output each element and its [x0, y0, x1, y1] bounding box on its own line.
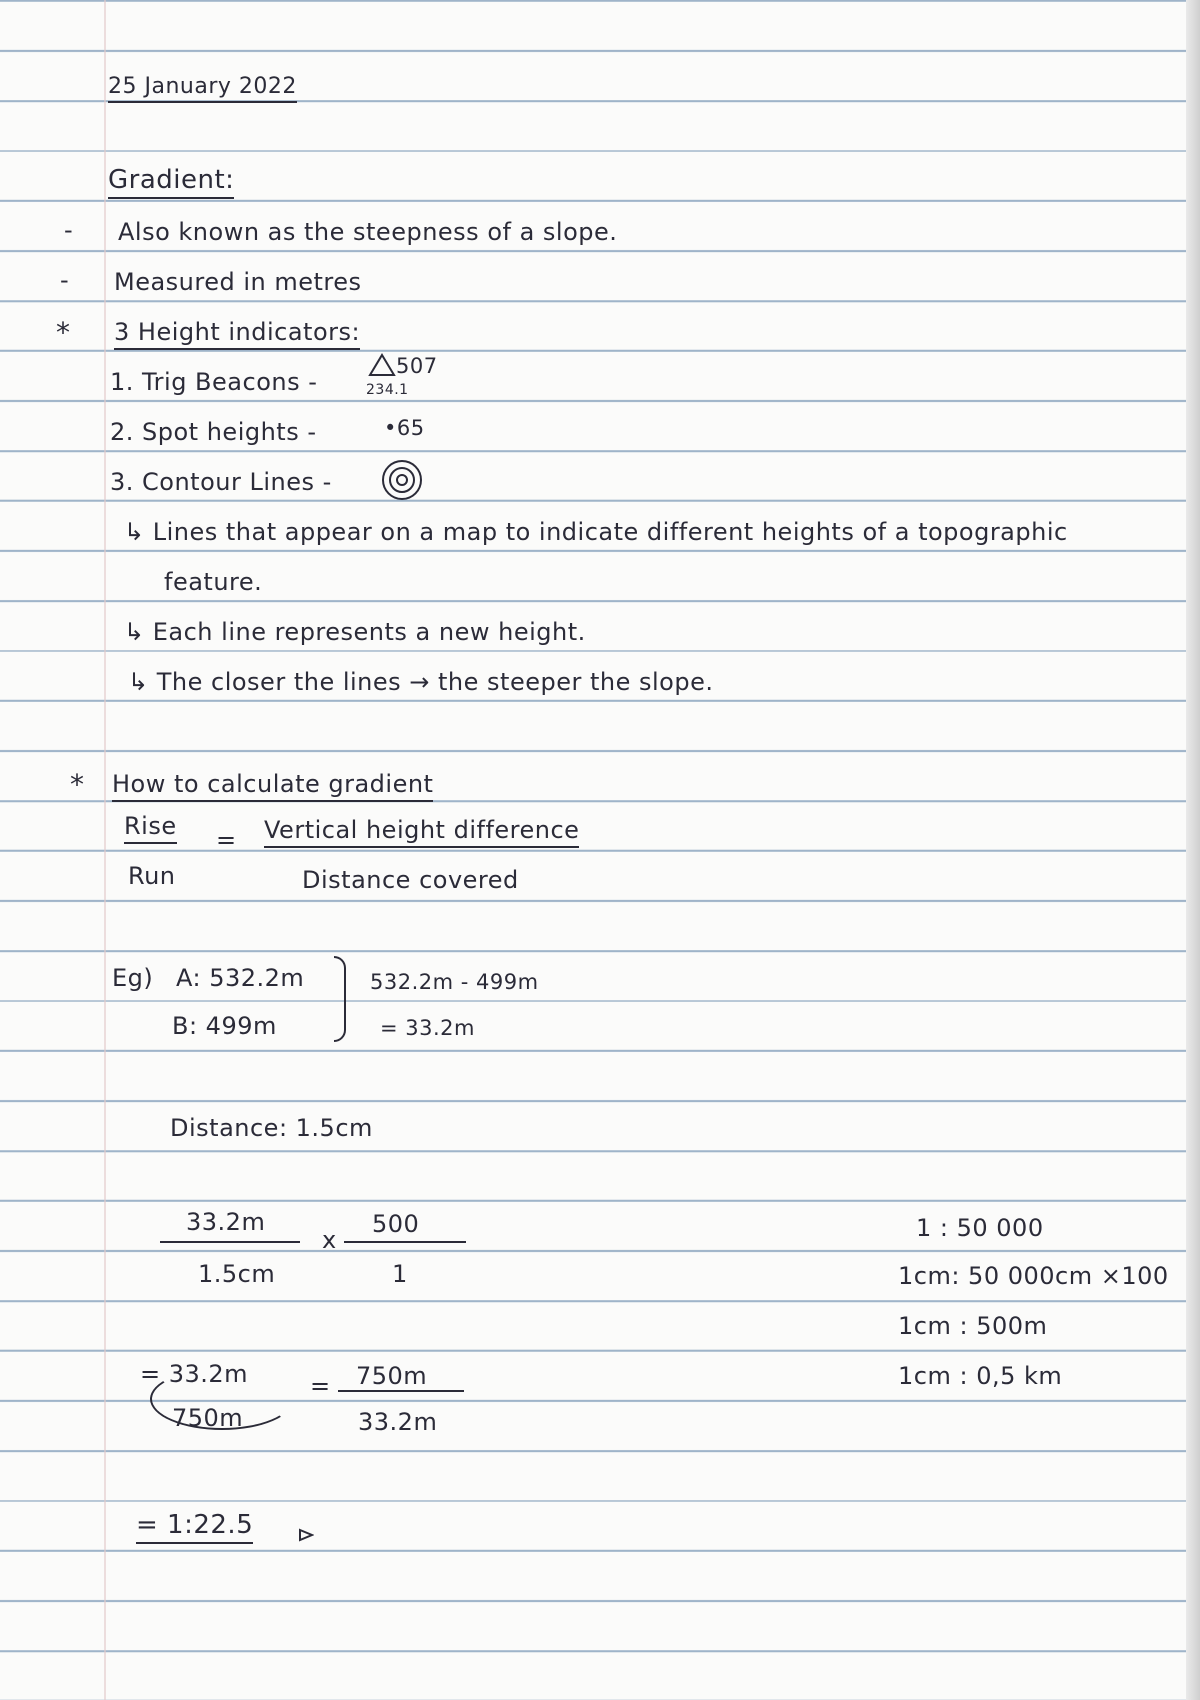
indicators-title: 3 Height indicators:	[114, 318, 360, 350]
run-label: Run	[128, 862, 176, 890]
formula-numerator: Vertical height difference	[264, 816, 579, 848]
fraction-numerator: 750m	[356, 1362, 428, 1390]
date: 25 January 2022	[108, 74, 297, 103]
point-a: A: 532.2m	[176, 964, 305, 992]
step-value: 750m	[172, 1404, 244, 1432]
note-line: ↳ The closer the lines → the steeper the slope.	[128, 668, 714, 696]
fraction-bar	[160, 1241, 300, 1243]
scale-line: 1cm: 50 000cm ×100	[898, 1262, 1169, 1290]
star-mark: *	[70, 768, 85, 801]
triangle-icon	[368, 352, 396, 378]
scale-line: 1 : 50 000	[916, 1214, 1044, 1242]
indicator-item: 3. Contour Lines -	[110, 468, 332, 496]
trig-number: 234.1	[366, 382, 409, 398]
calc-title: How to calculate gradient	[112, 770, 433, 802]
indicator-item: 1. Trig Beacons -	[110, 368, 318, 396]
bullet-mark: -	[64, 216, 74, 244]
scale-line: 1cm : 500m	[898, 1312, 1048, 1340]
arrow-icon	[298, 1528, 314, 1542]
trig-height: 507	[396, 354, 438, 378]
scale-line: 1cm : 0,5 km	[898, 1362, 1063, 1390]
rise-label: Rise	[124, 812, 177, 844]
bullet-mark: -	[60, 266, 70, 294]
spot-height: •65	[384, 416, 425, 440]
bullet-text: Measured in metres	[114, 268, 362, 296]
height-result: = 33.2m	[380, 1016, 475, 1040]
note-line: ↳ Lines that appear on a map to indicate different heights of a topographic	[124, 518, 1068, 546]
star-mark: *	[56, 316, 71, 349]
equals-sign: =	[310, 1372, 331, 1400]
fraction-bar	[338, 1390, 464, 1392]
formula-denominator: Distance covered	[302, 866, 519, 894]
example-label: Eg)	[112, 964, 154, 992]
answer: = 1:22.5	[136, 1510, 253, 1544]
fraction-denominator: 1	[392, 1260, 408, 1288]
margin-line	[104, 0, 106, 1700]
point-b: B: 499m	[172, 1012, 277, 1040]
note-line: feature.	[164, 568, 263, 596]
heading: Gradient:	[108, 165, 234, 199]
fraction-denominator: 33.2m	[358, 1408, 438, 1436]
contour-icon	[378, 456, 428, 500]
equals-sign: =	[216, 826, 237, 854]
times-sign: x	[322, 1226, 337, 1254]
bullet-text: Also known as the steepness of a slope.	[118, 218, 618, 246]
fraction-bar	[344, 1241, 466, 1243]
distance: Distance: 1.5cm	[170, 1114, 373, 1142]
fraction-numerator: 500	[372, 1210, 420, 1238]
height-difference: 532.2m - 499m	[370, 970, 539, 994]
brace	[334, 956, 346, 1042]
note-line: ↳ Each line represents a new height.	[124, 618, 586, 646]
indicator-item: 2. Spot heights -	[110, 418, 317, 446]
fraction-numerator: 33.2m	[186, 1208, 266, 1236]
step-value: = 33.2m	[140, 1360, 249, 1388]
page-edge	[1186, 0, 1200, 1700]
fraction-denominator: 1.5cm	[198, 1260, 276, 1288]
